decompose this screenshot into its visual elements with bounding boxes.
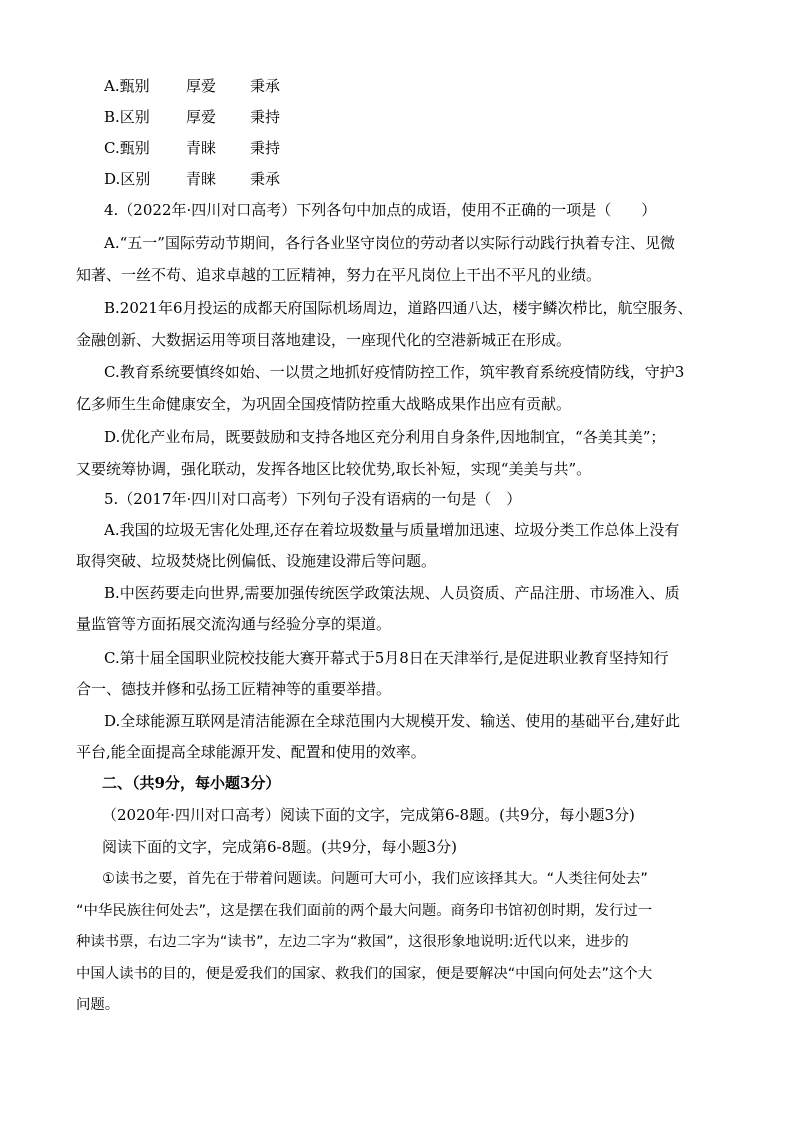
q5-option-b-line1: B.中医药要走向世界,需要加强传统医学政策法规、人员资质、产品注册、市场准入、质 bbox=[104, 584, 680, 602]
q4-option-a-line2: 知著、一丝不苟、追求卓越的工匠精神，努力在平凡岗位上干出不平凡的业绩。 bbox=[76, 266, 602, 284]
q5-option-c-line2: 合一、德技并修和弘扬工匠精神等的重要举措。 bbox=[76, 680, 392, 698]
q5-option-a-line1: A.我国的垃圾无害化处理,还存在着垃圾数量与质量增加迅速、垃圾分类工作总体上没有 bbox=[104, 521, 680, 539]
q3-option-a: A.甄别 厚爱 秉承 bbox=[104, 77, 281, 95]
q4-option-d-line1: D.优化产业布局，既要鼓励和支持各地区充分利用自身条件,因地制宜，“各美其美”； bbox=[104, 428, 666, 446]
q4-option-c-line2: 亿多师生生命健康安全，为巩固全国疫情防控重大战略成果作出应有贡献。 bbox=[76, 395, 572, 413]
q4-option-c-line1: C.教育系统要慎终如始、一以贯之地抓好疫情防控工作，筑牢教育系统疫情防线，守护3 bbox=[104, 363, 685, 381]
passage-line-5: 问题。 bbox=[76, 997, 120, 1013]
q5-option-a-line2: 取得突破、垃圾焚烧比例偏低、设施建设滞后等问题。 bbox=[76, 552, 437, 570]
q4-option-b-line2: 金融创新、大数据运用等项目落地建设，一座现代化的空港新城正在形成。 bbox=[76, 331, 572, 349]
q4-stem: 4.（2022年·四川对口高考）下列各句中加点的成语，使用不正确的一项是（ ） bbox=[104, 201, 657, 219]
q4-option-d-line2: 又要统筹协调，强化联动，发挥各地区比较优势,取长补短，实现“美美与共”。 bbox=[76, 460, 592, 478]
q5-option-b-line2: 量监管等方面拓展交流沟通与经验分享的渠道。 bbox=[76, 615, 392, 633]
passage-line-4: 中国人读书的目的，便是爱我们的国家、救我们的国家，便是要解决“中国向何处去”这个大 bbox=[76, 966, 653, 982]
section-intro-1: （2020年·四川对口高考）阅读下面的文字，完成第6-8题。(共9分，每小题3分) bbox=[102, 806, 635, 824]
section-heading: 二、（共9分，每小题3分） bbox=[102, 774, 281, 792]
passage-line-3: 种读书票，右边二字为“读书”，左边二字为“救国”，这很形象地说明:近代以来，进步的 bbox=[76, 934, 629, 950]
q5-option-c-line1: C.第十届全国职业院校技能大赛开幕式于5月8日在天津举行,是促进职业教育坚持知行 bbox=[104, 649, 669, 667]
q5-option-d-line2: 平台,能全面提高全球能源开发、配置和使用的效率。 bbox=[76, 743, 426, 761]
q3-option-b: B.区别 厚爱 秉持 bbox=[104, 108, 281, 126]
section-intro-2: 阅读下面的文字，完成第6-8题。(共9分，每小题3分) bbox=[102, 838, 457, 856]
q3-option-c: C.甄别 青睐 秉持 bbox=[104, 139, 281, 157]
passage-line-2: “中华民族往何处去”，这是摆在我们面前的两个最大问题。商务印书馆初创时期，发行过一 bbox=[76, 903, 653, 919]
q5-option-d-line1: D.全球能源互联网是清洁能源在全球范围内大规模开发、输送、使用的基础平台,建好此 bbox=[104, 712, 681, 730]
q3-option-d: D.区别 青睐 秉承 bbox=[104, 170, 281, 188]
q4-option-b-line1: B.2021年6月投运的成都天府国际机场周边，道路四通八达，楼宇鳞次栉比，航空服务、 bbox=[104, 299, 693, 317]
passage-line-1: ①读书之要，首先在于带着问题读。问题可大可小，我们应该择其大。“人类往何处去” bbox=[102, 871, 648, 887]
q5-stem: 5.（2017年·四川对口高考）下列句子没有语病的一句是（ ） bbox=[104, 490, 522, 508]
q4-option-a-line1: A.“五一”国际劳动节期间，各行各业坚守岗位的劳动者以实际行动践行执着专注、见微 bbox=[104, 234, 675, 252]
